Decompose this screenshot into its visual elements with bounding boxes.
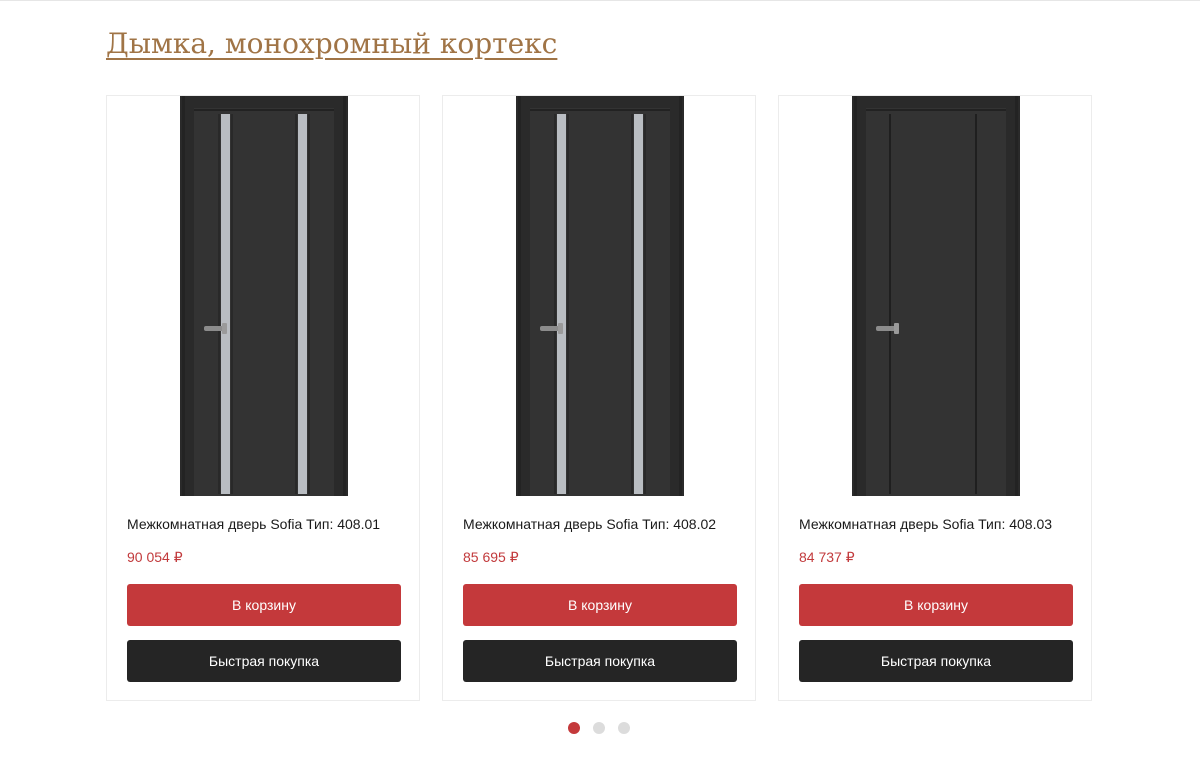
quick-buy-button[interactable]: Быстрая покупка [463,640,737,682]
product-name[interactable]: Межкомнатная дверь Sofia Тип: 408.02 [463,516,717,532]
product-card [442,95,756,701]
product-price: 84 737 ₽ [799,549,855,565]
add-to-cart-button[interactable]: В корзину [127,584,401,626]
quick-buy-button[interactable]: Быстрая покупка [799,640,1073,682]
product-name[interactable]: Межкомнатная дверь Sofia Тип: 408.03 [799,516,1053,532]
quick-buy-button[interactable]: Быстрая покупка [127,640,401,682]
product-card [106,95,420,701]
carousel-pagination [568,722,630,734]
carousel-dot-2[interactable] [593,722,605,734]
product-name[interactable]: Межкомнатная дверь Sofia Тип: 408.01 [127,516,381,532]
carousel-dot-3[interactable] [618,722,630,734]
door-image[interactable] [852,96,1020,496]
top-divider [0,0,1200,1]
product-price: 90 054 ₽ [127,549,183,565]
add-to-cart-button[interactable]: В корзину [463,584,737,626]
door-image[interactable] [516,96,684,496]
add-to-cart-button[interactable]: В корзину [799,584,1073,626]
section-title-link[interactable]: Дымка, монохромный кортекс [106,27,558,60]
product-price: 85 695 ₽ [463,549,519,565]
carousel-dot-1[interactable] [568,722,580,734]
door-image[interactable] [180,96,348,496]
product-card [778,95,1092,701]
